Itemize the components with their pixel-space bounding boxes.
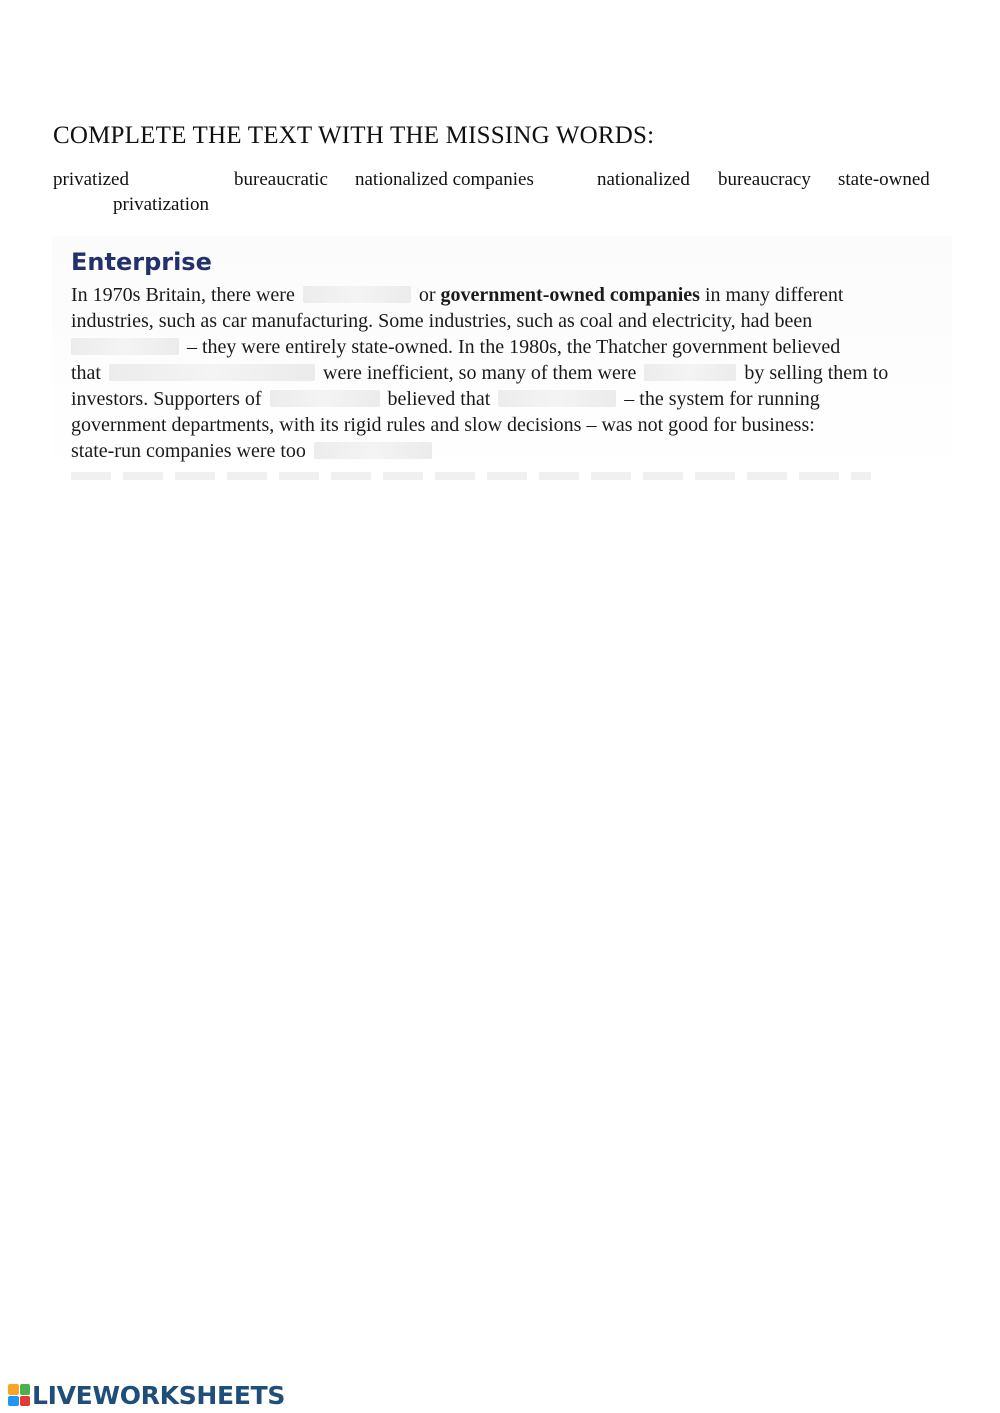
- excerpt-line: [71, 362, 888, 385]
- text-segment: investors. Supporters of: [71, 388, 262, 410]
- text-segment: government departments, with its rigid rules and slow decisions – was not good for business:: [71, 414, 815, 436]
- excerpt-line: [71, 414, 815, 437]
- answer-blank[interactable]: [498, 390, 616, 407]
- word-bank-item: state-owned: [838, 169, 930, 190]
- text-segment: In 1970s Britain, there were: [71, 284, 295, 306]
- text-segment: or: [418, 284, 436, 306]
- word-bank-item: privatization: [113, 194, 210, 215]
- excerpt-line: [71, 388, 820, 411]
- answer-blank[interactable]: [644, 364, 736, 381]
- answer-blank[interactable]: [303, 286, 411, 303]
- text-segment: industries, such as car manufacturing. Some industries, such as coal and electricity, had been: [71, 310, 813, 332]
- excerpt-heading: Enterprise: [71, 248, 212, 276]
- logo-square: [20, 1396, 31, 1407]
- brand-name: LIVEWORKSHEETS: [32, 1380, 286, 1410]
- excerpt-line: [71, 336, 840, 359]
- footer-brand: [8, 1381, 285, 1409]
- excerpt-line: [71, 440, 435, 463]
- word-bank-item: bureaucratic: [234, 169, 328, 190]
- liveworksheets-logo-icon: [8, 1384, 30, 1406]
- bold-term: government-owned companies: [440, 284, 700, 306]
- word-bank-item: bureaucracy: [718, 169, 811, 190]
- cropped-text-edge: [71, 472, 871, 480]
- word-bank-item: nationalized companies: [355, 169, 534, 190]
- excerpt-line: [71, 310, 812, 333]
- text-segment: – they were entirely state-owned. In the 1980s, the Thatcher government believed: [187, 336, 841, 358]
- page-title: COMPLETE THE TEXT WITH THE MISSING WORDS:: [53, 122, 655, 149]
- word-bank-item: nationalized: [597, 169, 690, 190]
- text-segment: that: [71, 362, 101, 384]
- logo-square: [8, 1396, 19, 1407]
- text-segment: – the system for running: [624, 388, 820, 410]
- text-segment: state-run companies were too: [71, 440, 306, 462]
- answer-blank[interactable]: [314, 442, 432, 459]
- text-segment: in many different: [704, 284, 844, 306]
- answer-blank[interactable]: [270, 390, 380, 407]
- text-segment: were inefficient, so many of them were: [323, 362, 637, 384]
- logo-square: [20, 1384, 31, 1395]
- text-excerpt: [52, 236, 952, 480]
- word-bank-item: privatized: [53, 169, 129, 190]
- excerpt-line: [71, 284, 843, 307]
- answer-blank[interactable]: [109, 364, 315, 381]
- text-segment: by selling them to: [744, 362, 889, 384]
- answer-blank[interactable]: [71, 338, 179, 355]
- text-segment: believed that: [387, 388, 491, 410]
- logo-square: [8, 1384, 19, 1395]
